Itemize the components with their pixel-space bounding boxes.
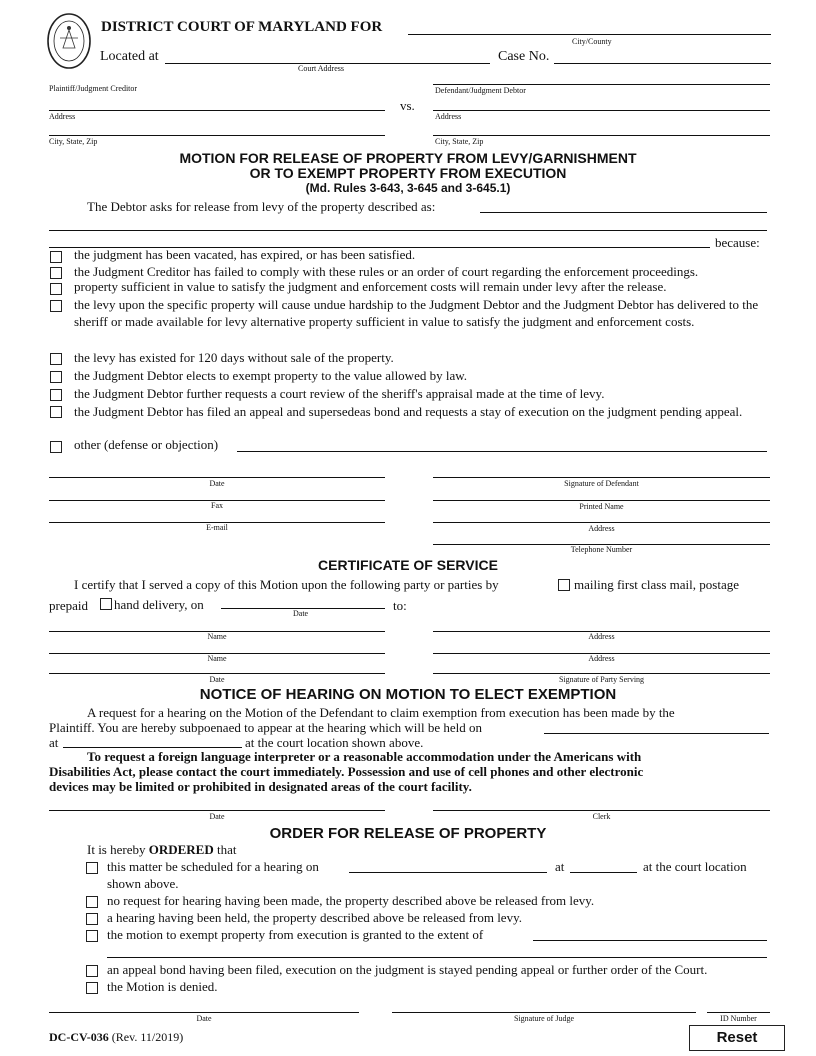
plaintiff-city-label: City, State, Zip xyxy=(49,137,98,146)
judge-signature-label: Signature of Judge xyxy=(514,1014,574,1023)
court-address-label: Court Address xyxy=(298,64,344,73)
notice-date-label: Date xyxy=(209,812,225,821)
clerk-label: Clerk xyxy=(592,812,611,821)
telephone-label: Telephone Number xyxy=(570,545,633,554)
exemption-extent-field[interactable] xyxy=(533,940,767,941)
motion-title-line1: MOTION FOR RELEASE OF PROPERTY FROM LEVY/GARNISHMENT xyxy=(179,150,637,166)
defendant-address-field[interactable] xyxy=(433,135,770,136)
because-label: because: xyxy=(715,235,760,250)
date-field[interactable] xyxy=(49,477,385,478)
city-county-label: City/County xyxy=(572,37,612,46)
signature-defendant-label: Signature of Defendant xyxy=(564,479,639,488)
court-seal-icon xyxy=(46,12,92,70)
city-county-field[interactable] xyxy=(408,34,771,35)
notice-bold-3: devices may be limited or prohibited in designated areas of the court facility. xyxy=(49,779,472,794)
judge-signature-field[interactable] xyxy=(392,1012,696,1013)
motion-title-line2: OR TO EXEMPT PROPERTY FROM EXECUTION xyxy=(249,165,567,181)
form-revision: (Rev. 11/2019) xyxy=(111,1030,184,1044)
order-1-checkbox[interactable] xyxy=(86,862,98,874)
plaintiff-address-field[interactable] xyxy=(49,135,385,136)
order-1-text: this matter be scheduled for a hearing on xyxy=(107,859,319,874)
order-3-checkbox[interactable] xyxy=(86,913,98,925)
to-label: to: xyxy=(393,598,407,613)
plaintiff-label: Plaintiff/Judgment Creditor xyxy=(49,84,138,93)
reason-3-text: property sufficient in value to satisfy the judgment and enforcement costs will remain under levy after the release. xyxy=(74,279,667,294)
order-4-text: the motion to exempt property from execution is granted to the extent of xyxy=(107,927,484,942)
order-intro-pre: It is hereby xyxy=(87,842,146,857)
signature-party-label: Signature of Party Serving xyxy=(558,675,645,684)
reason-8-text: the Judgment Debtor has filed an appeal and supersedeas bond and requests a stay of execution on the judgment pending appeal. xyxy=(74,404,743,419)
clerk-field[interactable] xyxy=(433,810,770,811)
property-description-field-1[interactable] xyxy=(480,212,767,213)
reason-9-text: other (defense or objection) xyxy=(74,437,219,452)
reason-4-checkbox[interactable] xyxy=(50,300,62,312)
order-date-field[interactable] xyxy=(49,1012,359,1013)
id-number-field[interactable] xyxy=(707,1012,770,1013)
prepaid-label: prepaid xyxy=(49,598,88,613)
hearing-date-field[interactable] xyxy=(544,733,769,734)
certificate-text: I certify that I served a copy of this Motion upon the following party or parties by xyxy=(74,577,499,592)
order-6-text: the Motion is denied. xyxy=(107,979,218,994)
notice-court-location: at the court location shown above. xyxy=(245,735,424,750)
date-label: Date xyxy=(209,479,225,488)
plaintiff-name-field[interactable] xyxy=(49,110,385,111)
order-title: ORDER FOR RELEASE OF PROPERTY xyxy=(269,825,547,842)
id-number-label: ID Number xyxy=(720,1014,757,1023)
form-number xyxy=(49,1030,183,1045)
order-5-text: an appeal bond having been filed, execution on the judgment is stayed pending appeal or further order of the Court. xyxy=(107,962,708,977)
served-name-2-label: Name xyxy=(207,654,227,663)
defendant-city-label: City, State, Zip xyxy=(435,137,484,146)
reset-button[interactable]: Reset xyxy=(689,1025,785,1051)
notice-date-field[interactable] xyxy=(49,810,385,811)
email-label: E-mail xyxy=(206,523,228,532)
reason-1-text: the judgment has been vacated, has expired, or has been satisfied. xyxy=(74,247,416,262)
reason-3-checkbox[interactable] xyxy=(50,283,62,295)
case-no-field[interactable] xyxy=(554,63,771,64)
order-4-checkbox[interactable] xyxy=(86,930,98,942)
order-3-text: a hearing having been held, the property described above be released from levy. xyxy=(107,910,522,925)
hand-delivery-label: hand delivery, on xyxy=(114,597,204,612)
order-ordered: ORDERED xyxy=(148,842,214,857)
fax-label: Fax xyxy=(211,501,223,510)
notice-at-label: at xyxy=(49,735,59,750)
reason-1-checkbox[interactable] xyxy=(50,251,62,263)
order-2-checkbox[interactable] xyxy=(86,896,98,908)
reason-2-checkbox[interactable] xyxy=(50,267,62,279)
mailing-checkbox[interactable] xyxy=(558,579,570,591)
order-hearing-time-field[interactable] xyxy=(570,872,637,873)
signature-party-field[interactable] xyxy=(433,673,770,674)
served-date-label: Date xyxy=(209,675,225,684)
printed-name-label: Printed Name xyxy=(579,502,624,511)
defendant-name-field[interactable] xyxy=(433,110,770,111)
reason-4-text: the levy upon the specific property will cause undue hardship to the Judgment Debtor and the Judgment Debtor has delivered to the sheriff or made available for levy alternative property sufficient in value to satisfy the judgment and enforcement costs. xyxy=(74,297,759,329)
property-description-field-2[interactable] xyxy=(49,230,767,231)
reason-8-checkbox[interactable] xyxy=(50,406,62,418)
served-date-field[interactable] xyxy=(49,673,385,674)
notice-title: NOTICE OF HEARING ON MOTION TO ELECT EXEMPTION xyxy=(199,686,617,703)
order-intro-post: that xyxy=(217,842,237,857)
case-no-label: Case No. xyxy=(498,49,550,64)
hearing-time-field[interactable] xyxy=(63,747,242,748)
notice-bold-2: Disabilities Act, please contact the court immediately. Possession and use of cell phones and other electronic xyxy=(49,764,644,779)
defendant-label: Defendant/Judgment Debtor xyxy=(435,86,526,95)
hand-delivery-checkbox[interactable] xyxy=(100,598,112,610)
defendant-address-label: Address xyxy=(435,112,462,121)
exemption-extent-field-2[interactable] xyxy=(107,957,767,958)
served-address-2-label: Address xyxy=(588,654,615,663)
form-code: DC-CV-036 xyxy=(49,1030,109,1044)
order-2-text: no request for hearing having been made, the property described above be released from levy. xyxy=(107,893,595,908)
reason-6-checkbox[interactable] xyxy=(50,371,62,383)
service-date-label: Date xyxy=(293,609,309,618)
notice-bold-1: To request a foreign language interpreter or a reasonable accommodation under the Americans with xyxy=(87,749,642,764)
order-hearing-date-field[interactable] xyxy=(349,872,547,873)
signer-address-label: Address xyxy=(588,524,615,533)
reason-5-text: the levy has existed for 120 days without sale of the property. xyxy=(74,350,394,365)
vs-label: vs. xyxy=(400,98,415,113)
order-6-checkbox[interactable] xyxy=(86,982,98,994)
reason-2-text: the Judgment Creditor has failed to comply with these rules or an order of court regarding the enforcement proceedings. xyxy=(74,264,699,279)
reason-9-checkbox[interactable] xyxy=(50,441,62,453)
located-at-label: Located at xyxy=(100,49,159,64)
served-address-1-label: Address xyxy=(588,632,615,641)
motion-rules: (Md. Rules 3-643, 3-645 and 3-645.1) xyxy=(305,181,511,195)
order-1-shown: shown above. xyxy=(107,876,179,891)
reason-7-checkbox[interactable] xyxy=(50,389,62,401)
defendant-top-line xyxy=(433,84,770,85)
notice-line2: Plaintiff. You are hereby subpoenaed to appear at the hearing which will be held on xyxy=(49,720,482,735)
order-1-location: at the court location xyxy=(643,859,747,874)
other-objection-field[interactable] xyxy=(237,451,767,452)
mailing-label: mailing first class mail, postage xyxy=(574,577,739,592)
reason-6-text: the Judgment Debtor elects to exempt property to the value allowed by law. xyxy=(74,368,468,383)
order-intro xyxy=(87,842,237,858)
printed-name-field[interactable] xyxy=(433,500,770,501)
reason-5-checkbox[interactable] xyxy=(50,353,62,365)
certificate-title: CERTIFICATE OF SERVICE xyxy=(318,557,498,573)
plaintiff-address-label: Address xyxy=(49,112,76,121)
motion-intro: The Debtor asks for release from levy of the property described as: xyxy=(87,199,436,214)
order-1-at: at xyxy=(555,859,565,874)
notice-line1: A request for a hearing on the Motion of the Defendant to claim exemption from execution has been made by the xyxy=(87,705,675,720)
signer-address-field[interactable] xyxy=(433,522,770,523)
court-title: DISTRICT COURT OF MARYLAND FOR xyxy=(101,19,383,35)
served-name-1-label: Name xyxy=(207,632,227,641)
order-date-label: Date xyxy=(196,1014,212,1023)
signature-defendant-field[interactable] xyxy=(433,477,770,478)
reason-7-text: the Judgment Debtor further requests a court review of the sheriff's appraisal made at the time of levy. xyxy=(74,386,605,401)
order-5-checkbox[interactable] xyxy=(86,965,98,977)
